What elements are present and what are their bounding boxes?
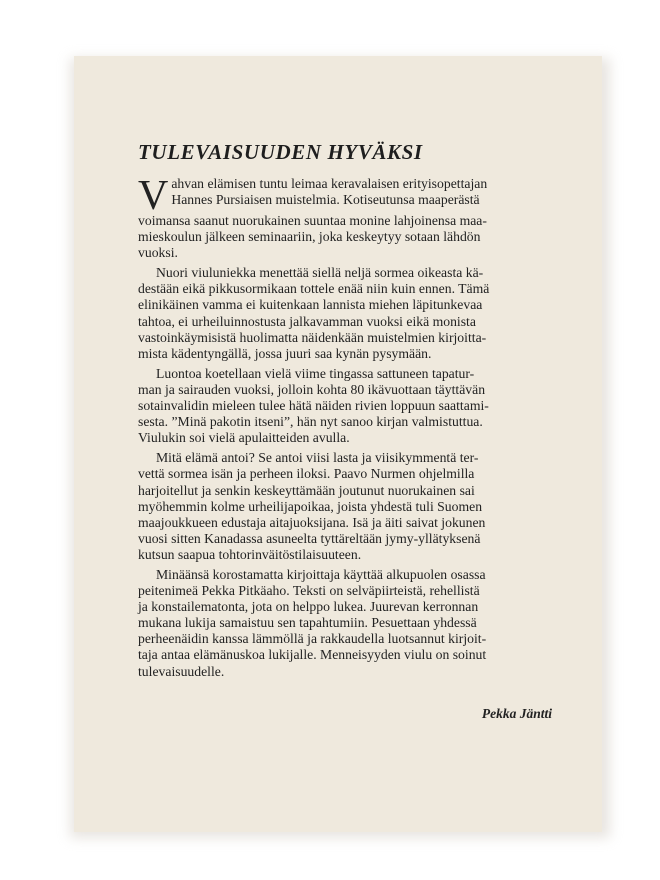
text-line: maajoukkueen edustaja aitajuoksijana. Isä ja äiti saivat jokunen (138, 514, 486, 530)
text-line: taja antaa elämänuskoa lukijalle. Menneisyyden viulu on soinut (138, 647, 487, 663)
text-line: vettä sormea isän ja perheen iloksi. Paavo Nurmen ohjelmilla (138, 466, 475, 482)
text-line: peitenimeä Pekka Pitkäaho. Teksti on selväpiirteistä, rehellistä (138, 583, 480, 599)
book-back-cover (74, 56, 602, 832)
text-line: elinikäinen vamma ei kuitenkaan lannista miehen läpitunkevaa (138, 297, 483, 313)
text-line: destään eikä pikkusormikaan tottele enää niin kuin ennen. Tämä (138, 281, 490, 297)
text-line: mukana lukija samaistuu sen tapahtumiin. Pesuettaan yhdessä (138, 615, 477, 631)
text-line: sesta. ”Minä pakotin itseni”, hän nyt sanoo kirjan valmistuttua. (138, 414, 483, 430)
text-line: harjoitellut ja senkin keskeyttämään joutunut nuorukainen sai (138, 482, 475, 498)
text-line: Minäänsä korostamatta kirjoittaja käyttää alkupuolen osassa (156, 566, 486, 582)
paragraph-2 (138, 265, 552, 362)
paragraph-5 (138, 567, 552, 680)
text-line: perheenäidin kanssa lämmöllä ja rakkaudella luotsannut kirjoit- (138, 631, 487, 647)
text-line: Luontoa koetellaan vielä viime tingassa sattuneen tapatur- (156, 365, 475, 381)
text-line: vuosi sitten Kanadassa asuneelta tyttäreltään jymy-yllätyksenä (138, 530, 481, 546)
text-line: voimansa saanut nuorukainen suuntaa monine lahjoinensa maa- (138, 213, 487, 228)
text-line: vastoinkäymisistä huolimatta näidenkään muistelmien kirjoitta- (138, 329, 487, 345)
text-line: mieskoulun jälkeen seminaariin, joka keskeytyy sotaan lähdön (138, 229, 481, 245)
text-line: ahvan elämisen tuntu leimaa keravalaisen erityisopettajan (171, 176, 488, 191)
text-line: sotainvalidin mieleen tulee hätä näiden rivien loppuun saattami- (138, 398, 489, 414)
cover-title: TULEVAISUUDEN HYVÄKSI (138, 140, 423, 164)
text-line: Viulukin soi vielä apulaitteiden avulla. (138, 430, 350, 446)
text-line: myöhemmin kolme urheilijapoikaa, joista yhdestä tuli Suomen (138, 498, 483, 514)
text-line: ja konstailematonta, jota on helppo lukea. Juurevan kerronnan (138, 599, 479, 615)
text-line: Hannes Pursiaisen muistelmia. Kotiseutunsa maaperästä (171, 192, 480, 208)
text-line: Nuori viuluniekka menettää siellä neljä sormea oikeasta kä- (156, 265, 484, 281)
text-line: Mitä elämä antoi? Se antoi viisi lasta ja viisikymmentä ter- (156, 450, 479, 466)
text-line: tulevaisuudelle. (138, 663, 225, 679)
text-line: kutsun saapua tohtorinväitöstilaisuuteen. (138, 546, 362, 562)
text-line: man ja sairauden vuoksi, jolloin kohta 80 ikävuottaan täyttävän (138, 381, 486, 397)
author-signature: Pekka Jäntti (481, 706, 552, 721)
paragraph-3 (138, 366, 552, 446)
paragraph-4 (138, 450, 552, 563)
text-line: mista kädentyngällä, jossa juuri saa kynän pysymään. (138, 345, 432, 361)
drop-cap: V (138, 173, 169, 219)
text-line: tahtoa, ei urheiluinnostusta jalkavamman vuoksi eikä monista (138, 313, 476, 329)
blurb-text (138, 173, 552, 684)
text-line: vuoksi. (138, 245, 178, 261)
paragraph-1 (138, 173, 552, 261)
